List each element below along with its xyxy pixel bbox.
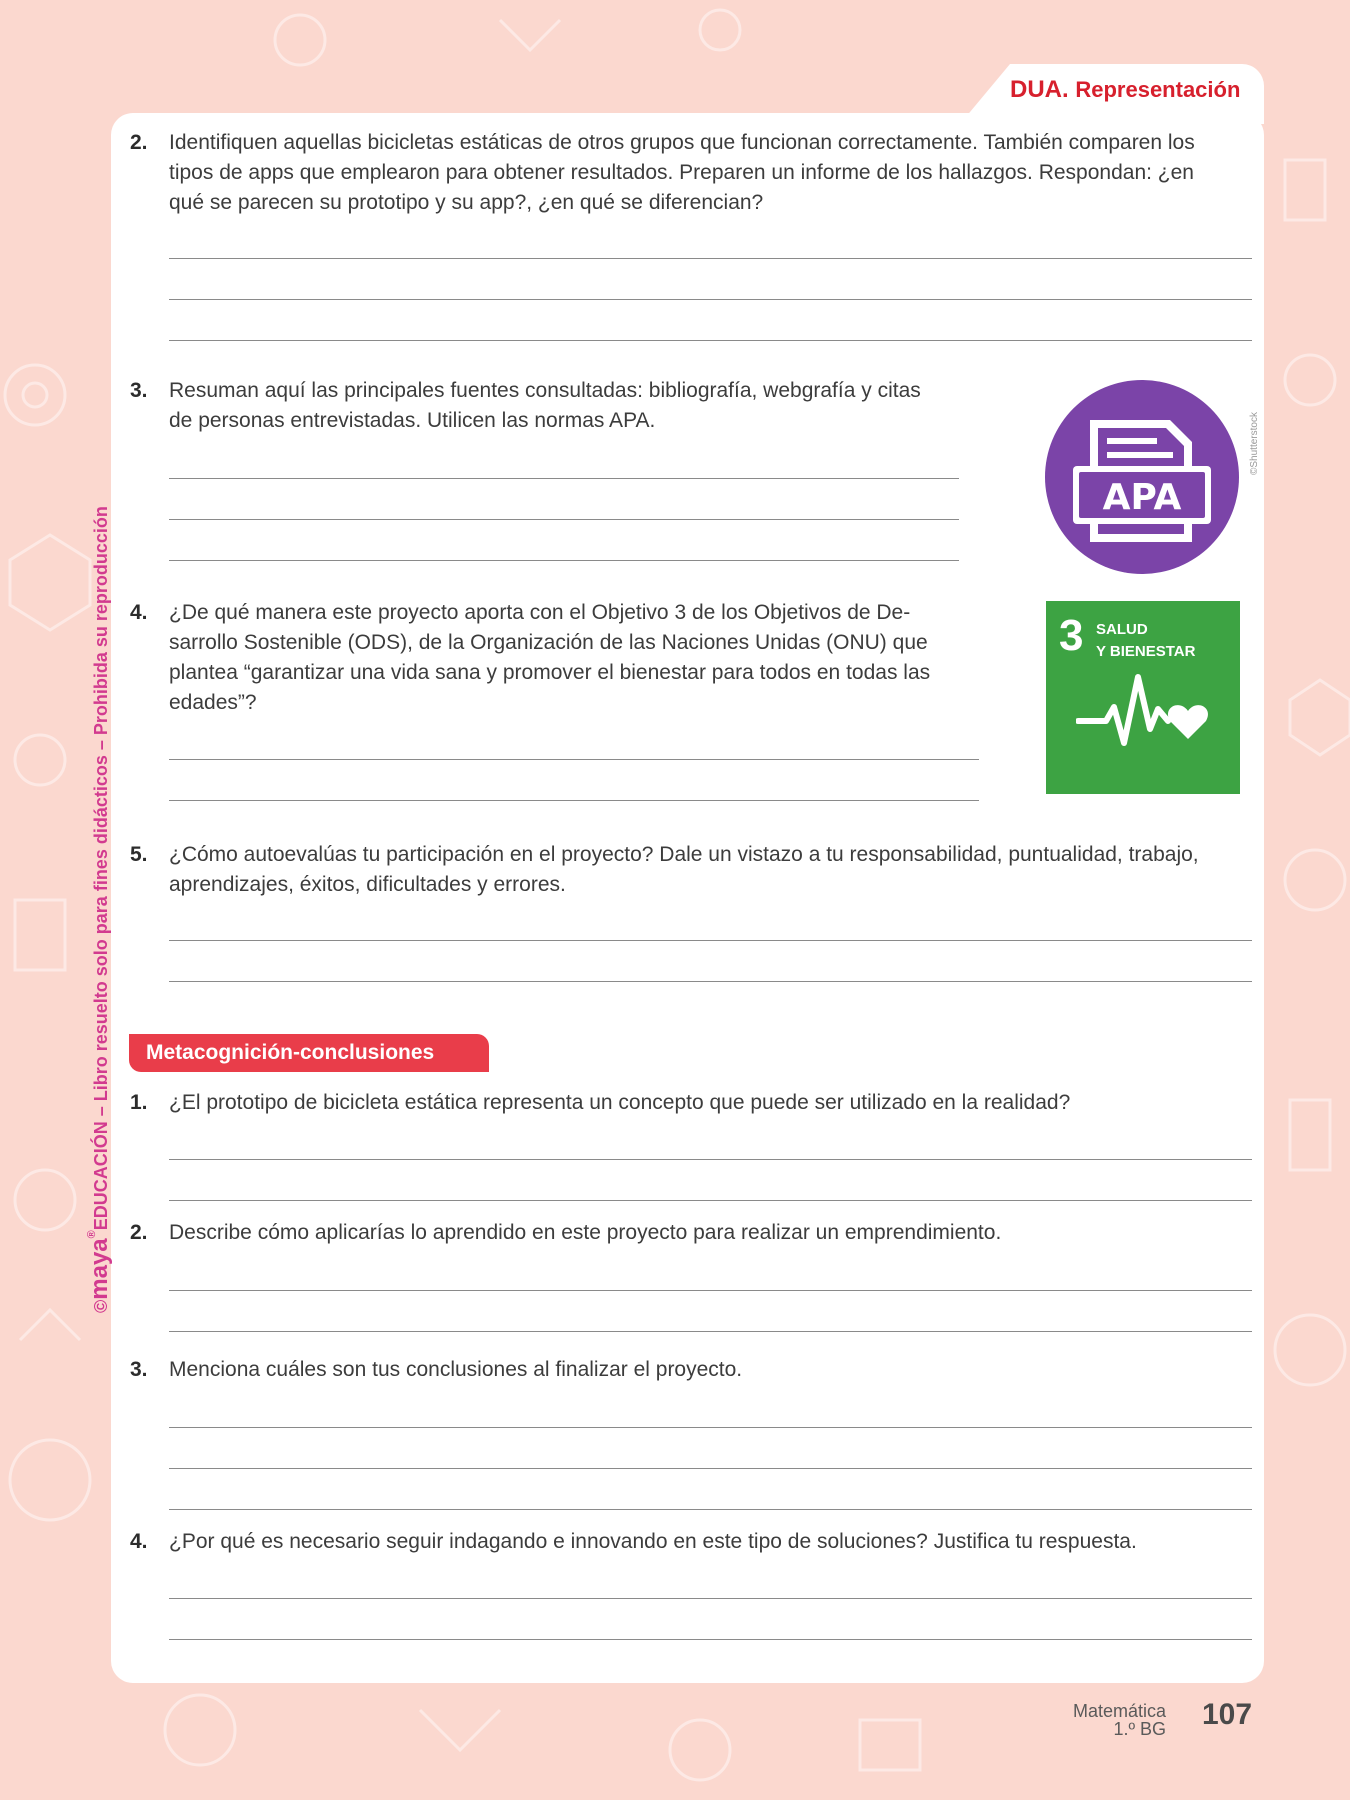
question-line: edades”? [169,691,257,714]
dua-header [1010,76,1240,104]
question-line: qué se parecen su prototipo y su app?, ¿en qué se diferencian? [169,191,764,214]
sdg-line-1: SALUD [1096,621,1148,638]
answer-line[interactable] [169,519,959,520]
page-number: 107 [1202,1698,1253,1731]
copyright-side-note [86,473,114,1313]
question-number: 2. [130,131,148,154]
answer-line[interactable] [169,340,1252,341]
sdg-line-2: Y BIENESTAR [1096,643,1196,660]
answer-line[interactable] [169,258,1252,259]
question-number: 3. [130,379,148,402]
question-text: ¿El prototipo de bicicleta estática representa un concepto que puede ser utilizado en la realidad? [169,1091,1071,1114]
answer-line[interactable] [169,1290,1252,1291]
answer-line[interactable] [169,981,1252,982]
question-number: 3. [130,1358,148,1381]
footer-subject [1073,1702,1166,1738]
meta-question-1 [130,1088,1254,1118]
meta-question-3 [130,1355,1254,1385]
question-line: ¿De qué manera este proyecto aporta con el Objetivo 3 de los Objetivos de De- [169,601,911,624]
apa-label: APA [1102,477,1182,518]
grade-label: 1.º BG [1113,1719,1167,1739]
question-line: tipos de apps que emplearon para obtener resultados. Preparen un informe de los hallazgos. Respondan: ¿en [169,161,1194,184]
question-text: Describe cómo aplicarías lo aprendido en este proyecto para realizar un emprendimiento. [169,1221,1002,1244]
dua-label: DUA. [1010,76,1069,103]
side-note-text: EDUCACIÓN – Libro resuelto solo para fines didácticos – Prohibida su reproducción [91,506,111,1231]
dua-representation: Representación [1075,77,1241,102]
answer-line[interactable] [169,1639,1252,1640]
sdg-title [1096,619,1195,663]
question-4 [130,598,980,718]
question-line: aprendizajes, éxitos, dificultades y errores. [169,873,566,896]
question-number: 5. [130,843,148,866]
meta-question-2 [130,1218,1254,1248]
question-number: 4. [130,1530,148,1553]
apa-document-icon [1045,380,1239,574]
copyright-symbol: © [91,1299,111,1313]
sdg-3-badge [1046,601,1240,794]
question-line: de personas entrevistadas. Utilicen las normas APA. [169,409,656,432]
question-text [169,840,1254,900]
question-text: Menciona cuáles son tus conclusiones al finalizar el proyecto. [169,1358,743,1381]
question-line: Resuman aquí las principales fuentes consultadas: bibliografía, webgrafía y citas [169,379,921,402]
answer-line[interactable] [169,800,979,801]
sdg-number: 3 [1059,611,1084,660]
answer-line[interactable] [169,1200,1252,1201]
maya-logo: maya [86,1238,113,1300]
answer-line[interactable] [169,1331,1252,1332]
question-text [169,376,979,436]
question-number: 2. [130,1221,148,1244]
answer-line[interactable] [169,1598,1252,1599]
image-credit: ©Shutterstock [1249,412,1260,475]
question-text [169,598,979,718]
answer-line[interactable] [169,560,959,561]
answer-line[interactable] [169,1427,1252,1428]
meta-question-4 [130,1527,1254,1557]
answer-line[interactable] [169,299,1252,300]
question-number: 1. [130,1091,148,1114]
subject-name: Matemática [1073,1701,1167,1721]
question-line: Identifiquen aquellas bicicletas estáticas de otros grupos que funcionan correctamente. También comparen los [169,131,1195,154]
answer-line[interactable] [169,759,979,760]
question-number: 4. [130,601,148,624]
question-line: plantea “garantizar una vida sana y promover el bienestar para todos en todas las [169,661,931,684]
question-line: sarrollo Sostenible (ODS), de la Organización de las Naciones Unidas (ONU) que [169,631,928,654]
question-line: ¿Cómo autoevalúas tu participación en el proyecto? Dale un vistazo a tu responsabilidad, puntualidad, trabajo, [169,843,1199,866]
answer-line[interactable] [169,940,1252,941]
question-text [169,128,1254,218]
answer-line[interactable] [169,478,959,479]
question-text: ¿Por qué es necesario seguir indagando e innovando en este tipo de soluciones? Justifica tu respuesta. [169,1530,1137,1553]
answer-line[interactable] [169,1159,1252,1160]
question-2 [130,128,1254,218]
question-3 [130,376,980,436]
registered-symbol: ® [86,1230,98,1239]
question-5 [130,840,1254,900]
heartbeat-heart-icon [1076,671,1216,761]
answer-line[interactable] [169,1468,1252,1469]
section-title-metacognition: Metacognición-conclusiones [129,1034,489,1072]
answer-line[interactable] [169,1509,1252,1510]
